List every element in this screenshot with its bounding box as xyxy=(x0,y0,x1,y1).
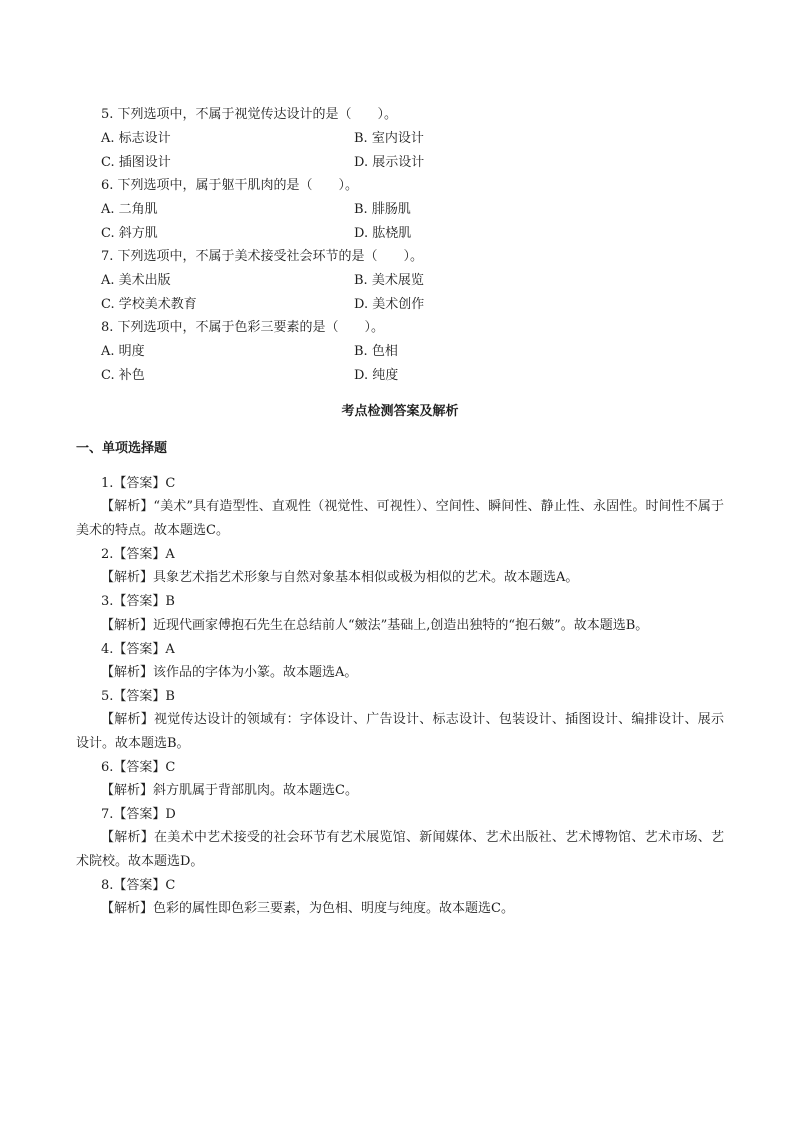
question-7-options-row1 xyxy=(0,271,800,291)
answer-4: 4.【答案】A xyxy=(101,642,175,657)
question-8-options-row2 xyxy=(0,366,800,386)
question-5-options-row2 xyxy=(0,153,800,173)
question-7-option-d: D. 美术创作 xyxy=(354,297,425,312)
answer-8: 8.【答案】C xyxy=(101,878,176,893)
answer-7: 7.【答案】D xyxy=(101,807,176,822)
explanation-2: 【解析】具象艺术指艺术形象与自然对象基本相似或极为相似的艺术。故本题选A。 xyxy=(101,570,579,585)
question-8-option-c: C. 补色 xyxy=(101,368,145,383)
question-8-option-a: A. 明度 xyxy=(101,344,145,359)
question-6-option-d: D. 肱桡肌 xyxy=(354,226,412,241)
answer-6: 6.【答案】C xyxy=(101,760,176,775)
question-6-option-b: B. 腓肠肌 xyxy=(354,202,411,217)
question-7-option-b: B. 美术展览 xyxy=(354,273,424,288)
explanation-7: 【解析】在美术中艺术接受的社会环节有艺术展览馆、新闻媒体、艺术出版社、艺术博物馆、艺术市场、艺术院校。故本题选D。 xyxy=(76,830,724,869)
explanation-8: 【解析】色彩的属性即色彩三要素，为色相、明度与纯度。故本题选C。 xyxy=(101,901,514,916)
question-8-stem: 8. 下列选项中，不属于色彩三要素的是（ ）。 xyxy=(101,320,385,335)
explanation-1: 【解析】“美术”具有造型性、直观性（视觉性、可视性）、空间性、瞬间性、静止性、永固性。时间性不属于美术的特点。故本题选C。 xyxy=(76,499,724,538)
explanation-3: 【解析】近现代画家傅抱石先生在总结前人“皴法”基础上,创造出独特的“抱石皴”。故本题选B。 xyxy=(101,618,649,633)
answer-2: 2.【答案】A xyxy=(101,547,175,562)
answer-3: 3.【答案】B xyxy=(101,594,175,609)
question-6-options-row2 xyxy=(0,224,800,244)
question-6-options-row1 xyxy=(0,200,800,220)
explanation-4: 【解析】该作品的字体为小篆。故本题选A。 xyxy=(101,665,358,680)
question-8-option-b: B. 色相 xyxy=(354,344,398,359)
question-5-option-d: D. 展示设计 xyxy=(354,155,425,170)
answer-1: 1.【答案】C xyxy=(101,476,176,491)
section-title-single-choice: 一、单项选择题 xyxy=(76,441,168,456)
question-6-option-a: A. 二角肌 xyxy=(101,202,158,217)
question-7-option-c: C. 学校美术教育 xyxy=(101,297,197,312)
question-5-options-row1 xyxy=(0,129,800,149)
question-7-stem: 7. 下列选项中，不属于美术接受社会环节的是（ ）。 xyxy=(101,249,424,264)
question-5-option-c: C. 插图设计 xyxy=(101,155,171,170)
question-7-option-a: A. 美术出版 xyxy=(101,273,171,288)
question-8-options-row1 xyxy=(0,342,800,362)
explanation-5: 【解析】视觉传达设计的领域有：字体设计、广告设计、标志设计、包装设计、插图设计、编排设计、展示设计。故本题选B。 xyxy=(76,712,724,751)
explanation-6: 【解析】斜方肌属于背部肌肉。故本题选C。 xyxy=(101,783,358,798)
question-6-stem: 6. 下列选项中，属于躯干肌肉的是（ ）。 xyxy=(101,178,359,193)
question-6-option-c: C. 斜方肌 xyxy=(101,226,158,241)
question-7-options-row2 xyxy=(0,295,800,315)
question-5-option-a: A. 标志设计 xyxy=(101,131,171,146)
answer-section-title: 考点检测答案及解析 xyxy=(341,404,459,419)
question-8-option-d: D. 纯度 xyxy=(354,368,399,383)
question-5-stem: 5. 下列选项中，不属于视觉传达设计的是（ ）。 xyxy=(101,107,398,122)
answer-5: 5.【答案】B xyxy=(101,689,175,704)
question-5-option-b: B. 室内设计 xyxy=(354,131,424,146)
